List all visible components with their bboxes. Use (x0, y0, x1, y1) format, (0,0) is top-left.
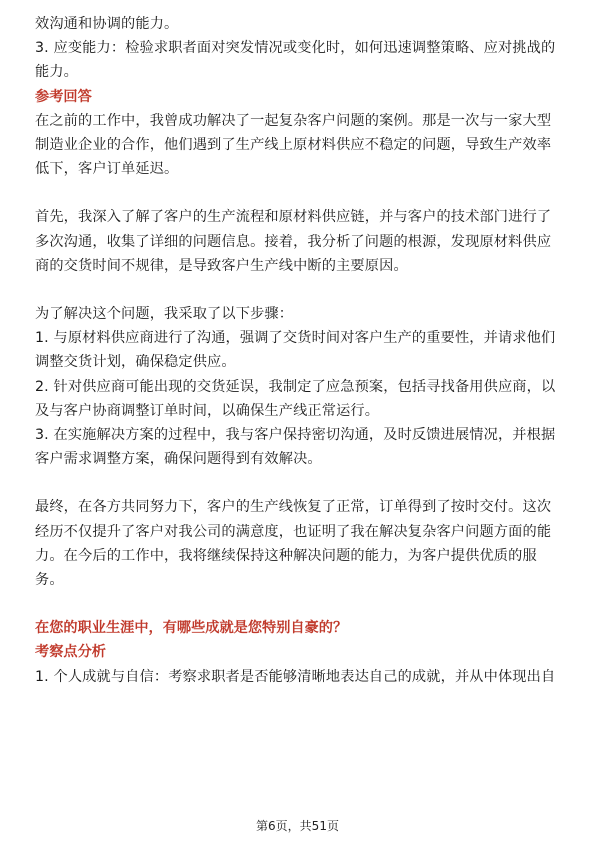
analysis-heading: 考察点分析 (35, 644, 106, 661)
step-item-2: 2. 针对供应商可能出现的交货延误，我制定了应急预案，包括寻找备用供应商，以及与客户协商调整订单时间，以确保生产线正常运行。 (35, 378, 556, 419)
page-number: 第6页，共51页 (256, 819, 339, 833)
answer-intro-paragraph: 在之前的工作中，我曾成功解决了一起复杂客户问题的案例。那是一次与一家大型制造业企业的合作，他们遇到了生产线上原材料供应不稳定的问题，导致生产效率低下，客户订单延迟。 (35, 112, 552, 178)
step-item-1: 1. 与原材料供应商进行了沟通，强调了交货时间对客户生产的重要性，并请求他们调整交货计划，确保稳定供应。 (35, 330, 556, 371)
paragraph-spacer (35, 181, 563, 205)
paragraph-spacer (35, 592, 563, 616)
question-heading: 在您的职业生涯中，有哪些成就是您特别自豪的？ (35, 620, 348, 637)
paragraph-spacer (35, 471, 563, 495)
paragraph-spacer (35, 278, 563, 302)
steps-intro: 为了解决这个问题，我采取了以下步骤： (35, 306, 294, 323)
answer-analysis-paragraph: 首先，我深入了解了客户的生产流程和原材料供应链，并与客户的技术部门进行了多次沟通，收集了详细的问题信息。接着，我分析了问题的根源，发现原材料供应商的交货时间不规律，是导致客户生产线中断的主要原因。 (35, 209, 552, 274)
step-item-3: 3. 在实施解决方案的过程中，我与客户保持密切沟通，及时反馈进展情况，并根据客户需求调整方案，确保问题得到有效解决。 (35, 427, 556, 468)
reference-answer-heading: 参考回答 (35, 88, 92, 105)
paragraph: 效沟通和协调的能力。 (35, 16, 179, 32)
criterion-achievement: 1. 个人成就与自信：考察求职者是否能够清晰地表达自己的成就，并从中体现出自 (35, 668, 556, 685)
document-body (35, 12, 563, 689)
answer-conclusion-paragraph: 最终，在各方共同努力下，客户的生产线恢复了正常，订单得到了按时交付。这次经历不仅提升了客户对我公司的满意度，也证明了我在解决复杂客户问题方面的能力。在今后的工作中，我将继续保持这种解决问题的能力，为客户提供优质的服务。 (35, 499, 552, 589)
criterion-adaptability: 3. 应变能力：检验求职者面对突发情况或变化时，如何迅速调整策略、应对挑战的能力。 (35, 40, 556, 81)
